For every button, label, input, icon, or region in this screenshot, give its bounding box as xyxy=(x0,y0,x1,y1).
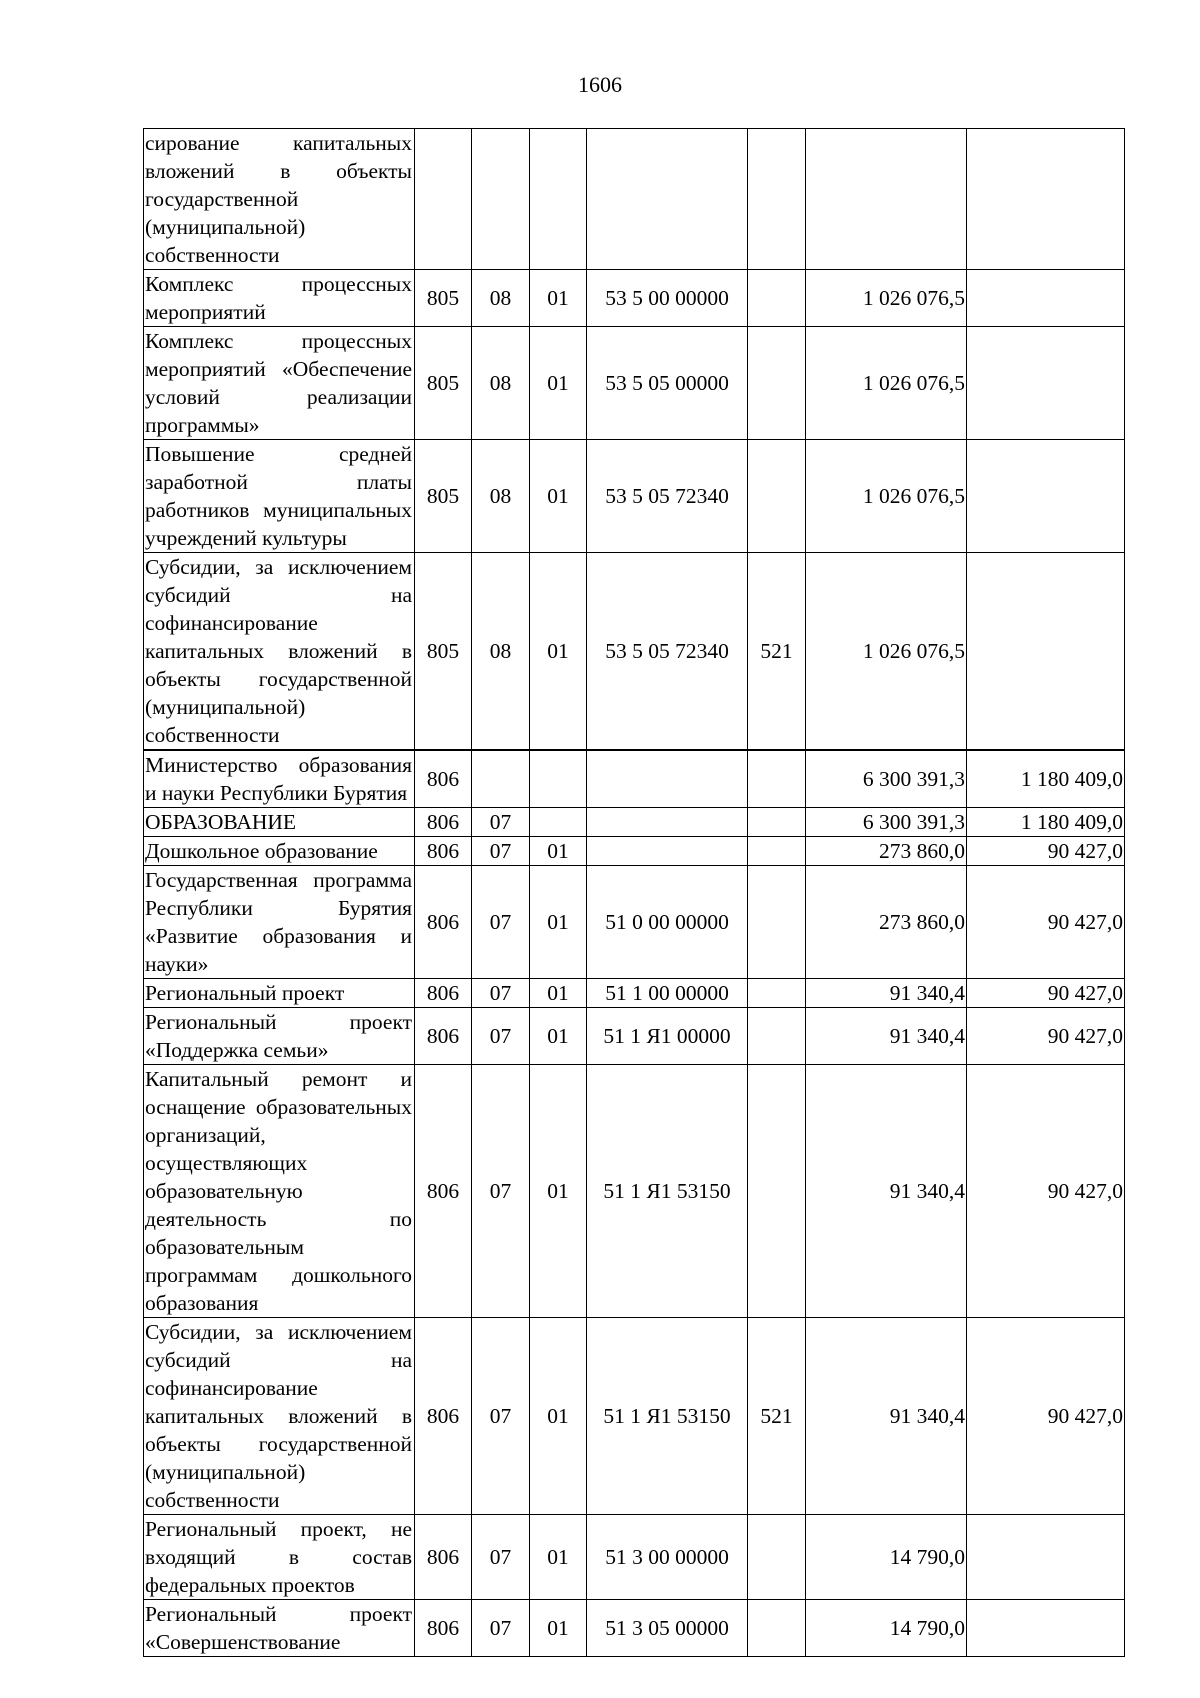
target-article-code-cell: 53 5 05 72340 xyxy=(587,440,748,553)
section-code-cell: 07 xyxy=(472,1318,530,1515)
table-row xyxy=(144,1318,1125,1515)
table-row xyxy=(144,808,1125,837)
subsection-code-cell: 01 xyxy=(530,1318,587,1515)
department-code-cell: 805 xyxy=(415,270,472,327)
department-code-cell: 806 xyxy=(415,750,472,808)
department-code-cell: 805 xyxy=(415,440,472,553)
subsection-code-cell: 01 xyxy=(530,553,587,751)
amount-federal-cell: 90 427,0 xyxy=(967,837,1125,866)
amount-federal-cell: 90 427,0 xyxy=(967,866,1125,979)
expense-type-code-cell xyxy=(748,270,806,327)
amount-cell: 91 340,4 xyxy=(806,1065,967,1318)
item-name-cell: Дошкольное образование xyxy=(144,837,415,866)
department-code-cell: 805 xyxy=(415,327,472,440)
section-code-cell: 07 xyxy=(472,866,530,979)
amount-cell xyxy=(806,129,967,270)
target-article-code-cell xyxy=(587,129,748,270)
target-article-code-cell: 51 1 00 00000 xyxy=(587,979,748,1008)
section-code-cell: 07 xyxy=(472,1515,530,1600)
subsection-code-cell xyxy=(530,808,587,837)
table-row xyxy=(144,1065,1125,1318)
subsection-code-cell: 01 xyxy=(530,1008,587,1065)
item-name-cell: Государственная программа Республики Бурятия «Развитие образования и науки» xyxy=(144,866,415,979)
section-code-cell: 08 xyxy=(472,327,530,440)
item-name-cell: Комплекс процессных мероприятий «Обеспечение условий реализации программы» xyxy=(144,327,415,440)
subsection-code-cell xyxy=(530,129,587,270)
item-name-cell: Министерство образования и науки Республики Бурятия xyxy=(144,750,415,808)
amount-federal-cell xyxy=(967,553,1125,751)
expense-type-code-cell xyxy=(748,979,806,1008)
expense-type-code-cell xyxy=(748,808,806,837)
amount-federal-cell: 90 427,0 xyxy=(967,1318,1125,1515)
amount-federal-cell: 90 427,0 xyxy=(967,1065,1125,1318)
department-code-cell: 806 xyxy=(415,1008,472,1065)
table-row xyxy=(144,440,1125,553)
amount-federal-cell xyxy=(967,440,1125,553)
expense-type-code-cell xyxy=(748,440,806,553)
expense-type-code-cell: 521 xyxy=(748,553,806,751)
section-code-cell: 08 xyxy=(472,270,530,327)
target-article-code-cell xyxy=(587,750,748,808)
department-code-cell: 806 xyxy=(415,866,472,979)
item-name-cell: Региональный проект «Поддержка семьи» xyxy=(144,1008,415,1065)
expense-type-code-cell xyxy=(748,327,806,440)
table-row xyxy=(144,327,1125,440)
expense-type-code-cell xyxy=(748,1600,806,1657)
subsection-code-cell: 01 xyxy=(530,1515,587,1600)
section-code-cell: 07 xyxy=(472,1600,530,1657)
amount-cell: 91 340,4 xyxy=(806,979,967,1008)
item-name-cell: Субсидии, за исключением субсидий на софинансирование капитальных вложений в объекты государственной (муниципальной) собственности xyxy=(144,1318,415,1515)
amount-federal-cell xyxy=(967,270,1125,327)
amount-cell: 6 300 391,3 xyxy=(806,808,967,837)
expense-type-code-cell xyxy=(748,1008,806,1065)
section-code-cell: 07 xyxy=(472,808,530,837)
table-row xyxy=(144,750,1125,808)
amount-federal-cell: 1 180 409,0 xyxy=(967,808,1125,837)
item-name-cell: сирование капитальных вложений в объекты государственной (муниципальной) собственности xyxy=(144,129,415,270)
section-code-cell: 07 xyxy=(472,979,530,1008)
target-article-code-cell: 51 3 05 00000 xyxy=(587,1600,748,1657)
table-row xyxy=(144,866,1125,979)
target-article-code-cell: 51 1 Я1 53150 xyxy=(587,1318,748,1515)
subsection-code-cell: 01 xyxy=(530,837,587,866)
amount-federal-cell xyxy=(967,327,1125,440)
section-code-cell: 07 xyxy=(472,1008,530,1065)
item-name-cell: Региональный проект, не входящий в состав федеральных проектов xyxy=(144,1515,415,1600)
item-name-cell: ОБРАЗОВАНИЕ xyxy=(144,808,415,837)
department-code-cell: 806 xyxy=(415,808,472,837)
expense-type-code-cell xyxy=(748,1065,806,1318)
department-code-cell: 806 xyxy=(415,1318,472,1515)
subsection-code-cell: 01 xyxy=(530,327,587,440)
section-code-cell: 07 xyxy=(472,837,530,866)
amount-cell: 14 790,0 xyxy=(806,1515,967,1600)
department-code-cell: 806 xyxy=(415,837,472,866)
department-code-cell: 806 xyxy=(415,979,472,1008)
expense-type-code-cell xyxy=(748,750,806,808)
amount-cell: 1 026 076,5 xyxy=(806,270,967,327)
target-article-code-cell xyxy=(587,808,748,837)
section-code-cell xyxy=(472,750,530,808)
section-code-cell: 08 xyxy=(472,440,530,553)
budget-table xyxy=(143,128,1125,1657)
subsection-code-cell: 01 xyxy=(530,440,587,553)
expense-type-code-cell xyxy=(748,129,806,270)
subsection-code-cell: 01 xyxy=(530,1065,587,1318)
amount-federal-cell xyxy=(967,1600,1125,1657)
table-row xyxy=(144,553,1125,751)
page-number: 1606 xyxy=(578,72,622,97)
amount-cell: 1 026 076,5 xyxy=(806,553,967,751)
amount-federal-cell xyxy=(967,129,1125,270)
budget-table-body xyxy=(144,129,1125,1657)
table-row xyxy=(144,129,1125,270)
expense-type-code-cell xyxy=(748,1515,806,1600)
table-row xyxy=(144,1515,1125,1600)
item-name-cell: Повышение средней заработной платы работников муниципальных учреждений культуры xyxy=(144,440,415,553)
item-name-cell: Региональный проект «Совершенствование xyxy=(144,1600,415,1657)
target-article-code-cell: 53 5 05 72340 xyxy=(587,553,748,751)
amount-cell: 6 300 391,3 xyxy=(806,750,967,808)
target-article-code-cell: 51 0 00 00000 xyxy=(587,866,748,979)
target-article-code-cell: 51 1 Я1 00000 xyxy=(587,1008,748,1065)
item-name-cell: Комплекс процессных мероприятий xyxy=(144,270,415,327)
amount-cell: 1 026 076,5 xyxy=(806,327,967,440)
amount-cell: 273 860,0 xyxy=(806,837,967,866)
subsection-code-cell: 01 xyxy=(530,1600,587,1657)
amount-federal-cell: 90 427,0 xyxy=(967,979,1125,1008)
subsection-code-cell: 01 xyxy=(530,866,587,979)
item-name-cell: Субсидии, за исключением субсидий на софинансирование капитальных вложений в объекты государственной (муниципальной) собственности xyxy=(144,553,415,751)
expense-type-code-cell xyxy=(748,837,806,866)
amount-cell: 91 340,4 xyxy=(806,1318,967,1515)
amount-cell: 1 026 076,5 xyxy=(806,440,967,553)
section-code-cell: 07 xyxy=(472,1065,530,1318)
target-article-code-cell: 53 5 05 00000 xyxy=(587,327,748,440)
subsection-code-cell xyxy=(530,750,587,808)
department-code-cell: 806 xyxy=(415,1065,472,1318)
table-row xyxy=(144,1600,1125,1657)
table-row xyxy=(144,979,1125,1008)
target-article-code-cell: 53 5 00 00000 xyxy=(587,270,748,327)
amount-cell: 273 860,0 xyxy=(806,866,967,979)
amount-federal-cell xyxy=(967,1515,1125,1600)
subsection-code-cell: 01 xyxy=(530,979,587,1008)
department-code-cell xyxy=(415,129,472,270)
target-article-code-cell xyxy=(587,837,748,866)
section-code-cell: 08 xyxy=(472,553,530,751)
table-row xyxy=(144,270,1125,327)
table-row xyxy=(144,1008,1125,1065)
amount-federal-cell: 1 180 409,0 xyxy=(967,750,1125,808)
target-article-code-cell: 51 1 Я1 53150 xyxy=(587,1065,748,1318)
target-article-code-cell: 51 3 00 00000 xyxy=(587,1515,748,1600)
amount-cell: 14 790,0 xyxy=(806,1600,967,1657)
department-code-cell: 805 xyxy=(415,553,472,751)
item-name-cell: Региональный проект xyxy=(144,979,415,1008)
expense-type-code-cell xyxy=(748,866,806,979)
department-code-cell: 806 xyxy=(415,1600,472,1657)
amount-cell: 91 340,4 xyxy=(806,1008,967,1065)
amount-federal-cell: 90 427,0 xyxy=(967,1008,1125,1065)
section-code-cell xyxy=(472,129,530,270)
department-code-cell: 806 xyxy=(415,1515,472,1600)
expense-type-code-cell: 521 xyxy=(748,1318,806,1515)
table-row xyxy=(144,837,1125,866)
subsection-code-cell: 01 xyxy=(530,270,587,327)
item-name-cell: Капитальный ремонт и оснащение образовательных организаций, осуществляющих образовательную деятельность по образовательным программам дошкольного образования xyxy=(144,1065,415,1318)
